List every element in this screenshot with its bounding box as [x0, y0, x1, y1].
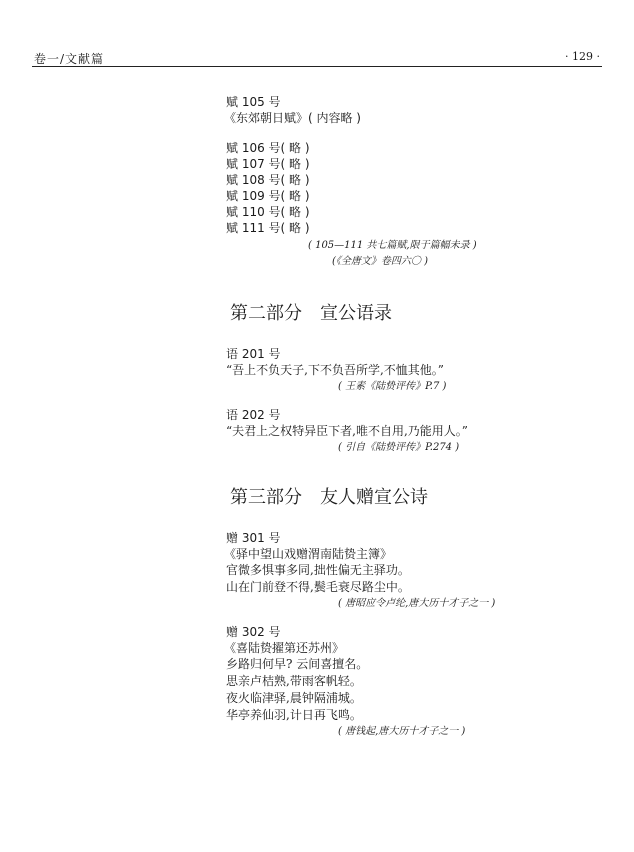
zeng-302-number: 赠 302 号: [226, 625, 281, 639]
fu-list-item: 赋 106 号( 略 ): [226, 141, 310, 155]
part-two-heading: 第二部分 宣公语录: [230, 303, 392, 324]
poem-line: 思亲卢桔熟,带雨客帆轻。: [226, 674, 362, 688]
fu-105-number: 赋 105 号: [226, 95, 281, 109]
running-header: [32, 50, 602, 67]
zeng-302-source: ( 唐钱起,唐大历十才子之一 ): [338, 726, 466, 737]
yu-201-source: ( 王素《陆贽评传》P.7 ): [338, 381, 447, 392]
zeng-302-title: 《喜陆贽擢第还苏州》: [224, 641, 345, 655]
yu-202-text: “夫君上之权特异臣下者,唯不自用,乃能用人。”: [226, 424, 468, 438]
fu-105-title: 《东郊朝日赋》( 内容略 ): [224, 111, 361, 125]
yu-201-text: “吾上不负天子,下不负吾所学,不恤其他。”: [226, 363, 444, 377]
poem-line: 乡路归何早? 云间喜擅名。: [226, 657, 369, 671]
zeng-301-source: ( 唐昭应令卢纶,唐大历十才子之一 ): [338, 598, 496, 609]
page-number: · 129 ·: [565, 50, 600, 63]
fu-list-item: 赋 108 号( 略 ): [226, 173, 310, 187]
yu-202-number: 语 202 号: [226, 408, 281, 422]
fu-list-item: 赋 109 号( 略 ): [226, 189, 310, 203]
fu-list-item: 赋 111 号( 略 ): [226, 221, 310, 235]
fu-source: (《全唐文》卷四六〇 ): [332, 256, 428, 267]
zeng-301-number: 赠 301 号: [226, 531, 281, 545]
zeng-301-title: 《驿中望山戏赠渭南陆贽主簿》: [224, 547, 393, 561]
poem-line: 夜火临津驿,晨钟隔浦城。: [226, 691, 362, 705]
poem-line: 官微多惧事多同,拙性偏无主驿功。: [226, 563, 410, 577]
poem-line: 山在门前登不得,鬓毛衰尽路尘中。: [226, 580, 410, 594]
fu-list-item: 赋 110 号( 略 ): [226, 205, 310, 219]
yu-202-source: ( 引自《陆贽评传》P.274 ): [338, 442, 460, 453]
page-content: [226, 94, 606, 740]
section-title: 卷一/文献篇: [34, 52, 105, 66]
fu-note: ( 105—111 共七篇赋,限于篇幅未录 ): [308, 240, 477, 251]
poem-line: 华亭养仙羽,计日再飞鸣。: [226, 708, 362, 722]
yu-201-number: 语 201 号: [226, 347, 281, 361]
fu-list-item: 赋 107 号( 略 ): [226, 157, 310, 171]
part-three-heading: 第三部分 友人赠宣公诗: [230, 487, 428, 508]
